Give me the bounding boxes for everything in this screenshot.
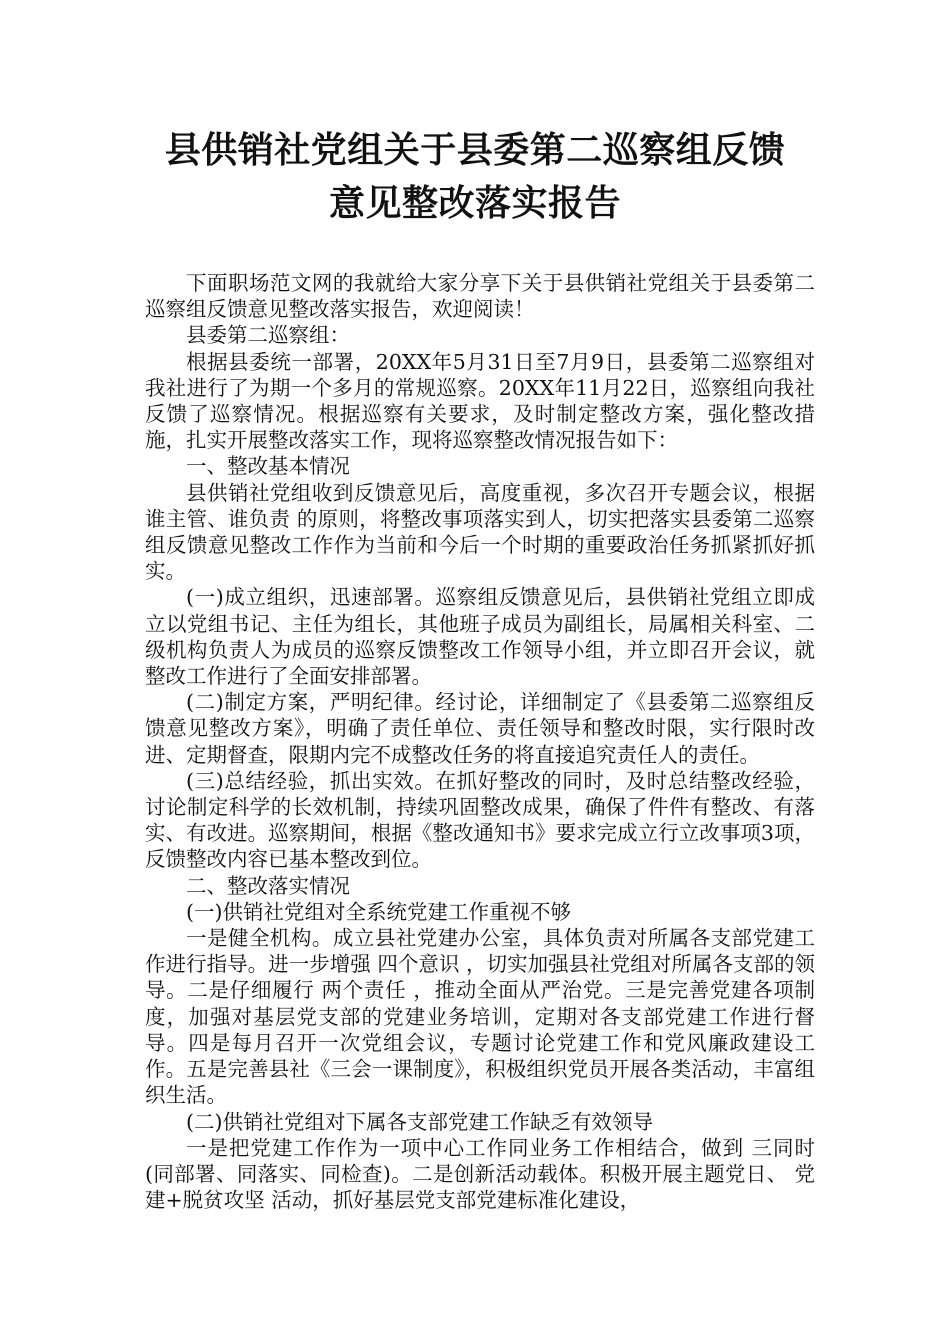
- title-line-1: 县供销社党组关于县委第二巡察组反馈: [164, 130, 786, 171]
- subheading-1: (一)供销社党组对全系统党建工作重视不够: [186, 899, 571, 924]
- paragraph-background: 根据县委统一部署，20XX年5月31日至7月9日，县委第二巡察组对我社进行了为期一个多月的常规巡察。20XX年11月22日，巡察组向我社反馈了巡察情况。根据巡察有关要求，及时制定整改方案，强化整改措施，扎实开展整改落实工作，现将巡察整改情况报告如下：: [145, 349, 815, 453]
- paragraph-item-2: (二)制定方案，严明纪律。经讨论，详细制定了《县委第二巡察组反馈意见整改方案》，明确了责任单位、责任领导和整改时限，实行限时改进、定期督查，限期内完不成整改任务的将直接追究责任人的责任。: [145, 690, 815, 767]
- paragraph-item-1: (一)成立组织，迅速部署。巡察组反馈意见后，县供销社党组立即成立以党组书记、主任为组长，其他班子成员为副组长，局属相关科室、二级机构负责人为成员的巡察反馈整改工作领导小组，并立即召开会议，就整改工作进行了全面安排部署。: [145, 585, 815, 689]
- paragraph-salutation: 县委第二巡察组：: [186, 323, 350, 348]
- section-heading-1: 一、整改基本情况: [186, 454, 350, 479]
- paragraph-intro: 下面职场范文网的我就给大家分享下关于县供销社党组关于县委第二巡察组反馈意见整改落实报告，欢迎阅读！: [145, 271, 815, 322]
- paragraph-item-3: (三)总结经验，抓出实效。在抓好整改的同时，及时总结整改经验，讨论制定科学的长效机制，持续巩固整改成果，确保了件件有整改、有落实、有改进。巡察期间，根据《整改通知书》要求完成立行立改事项3项，反馈整改内容已基本整改到位。: [145, 768, 815, 872]
- title-line-2: 意见整改落实报告: [328, 183, 621, 224]
- paragraph-overview: 县供销社党组收到反馈意见后，高度重视，多次召开专题会议，根据 谁主管、谁负责 的原则，将整改事项落实到人，切实把落实县委第二巡察组反馈意见整改工作作为当前和今后一个时期的重要政治任务抓紧抓好抓实。: [145, 480, 815, 584]
- subheading-2: (二)供销社党组对下属各支部党建工作缺乏有效领导: [186, 1109, 653, 1134]
- document-title: [140, 124, 810, 230]
- section-heading-2: 二、整改落实情况: [186, 873, 350, 898]
- document-body: [145, 270, 815, 1213]
- paragraph-measures-2: 一是把党建工作作为一项中心工作同业务工作相结合，做到 三同时 (同部署、同落实、同检查)。二是创新活动载体。积极开展主题党日、 党建+脱贫攻坚 活动，抓好基层党支部党建标准化建设，: [145, 1135, 815, 1213]
- paragraph-measures-1: 一是健全机构。成立县社党建办公室，具体负责对所属各支部党建工作进行指导。进一步增强 四个意识 ，切实加强县社党组对所属各支部的领导。二是仔细履行 两个责任 ，推动全面从严治党。三是完善党建各项制度，加强对基层党支部的党建业务培训，定期对各支部党建工作进行督导。四是每月召开一次党组会议，专题讨论党建工作和党风廉政建设工作。五是完善县社《三会一课制度》，积极组织党员开展各类活动，丰富组织生活。: [145, 926, 815, 1108]
